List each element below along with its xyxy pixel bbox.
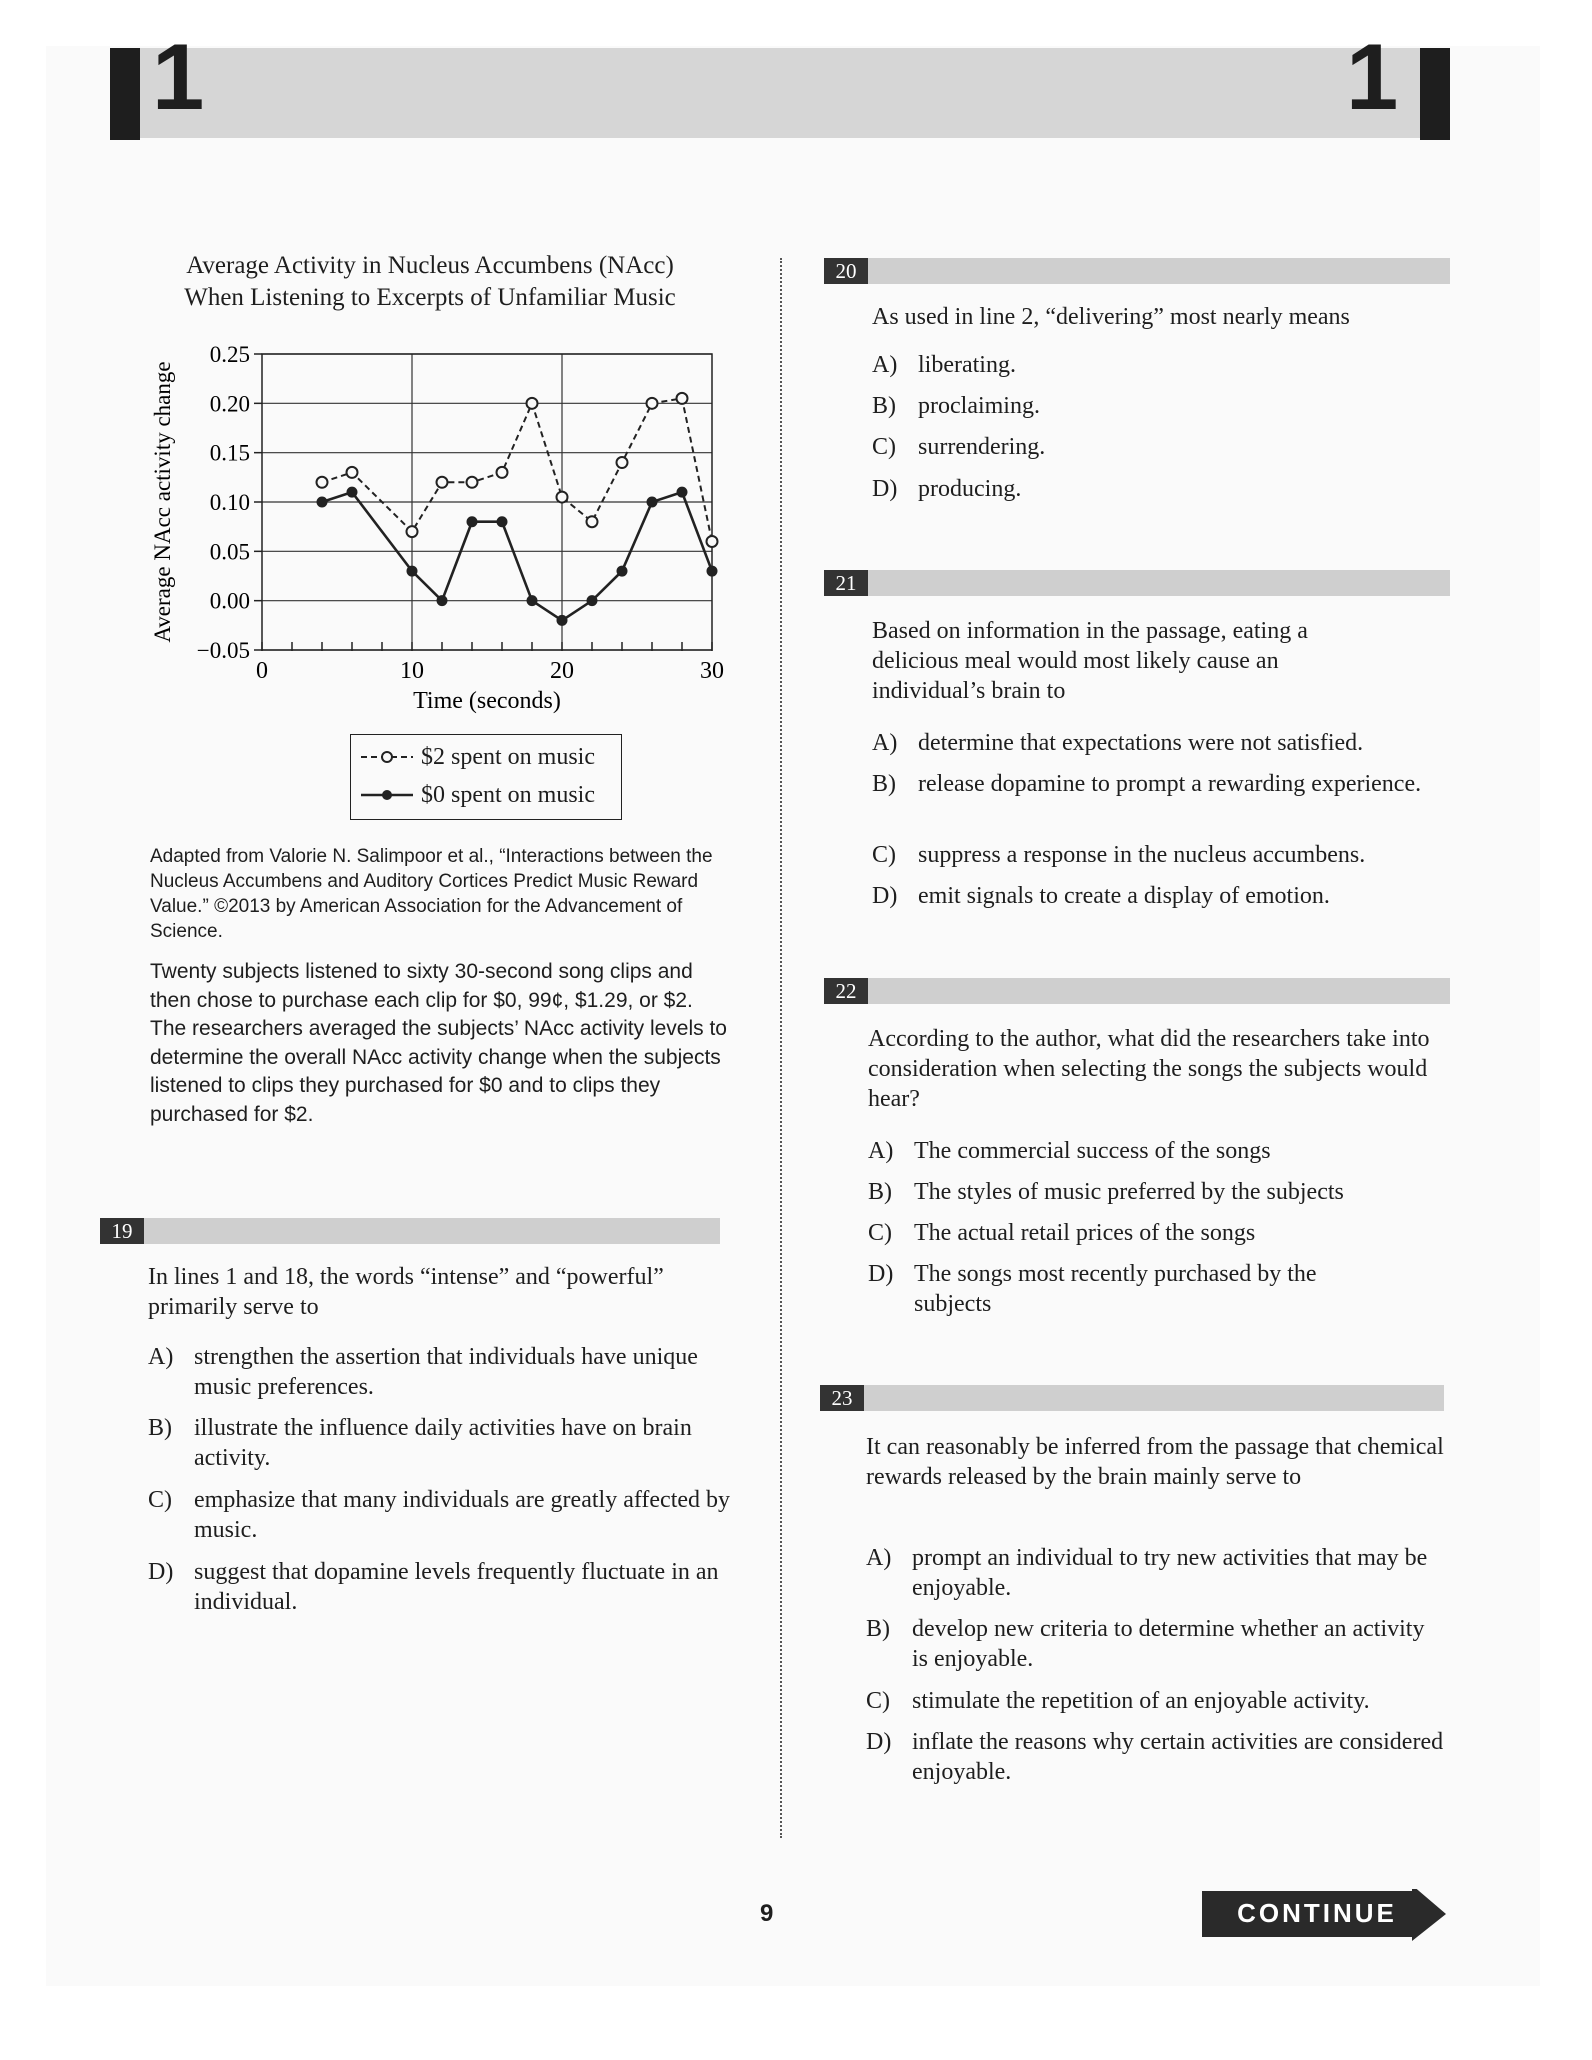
legend-label-two-dollars: $2 spent on music <box>421 743 595 770</box>
page-number: 9 <box>760 1900 774 1927</box>
data-point-zero-dollars <box>497 517 507 527</box>
question-19-header <box>100 1218 720 1244</box>
y-tick-label: 0.25 <box>209 342 250 367</box>
question-23-option-d[interactable]: D) inflate the reasons why certain activities are considered enjoyable. <box>866 1729 1444 1785</box>
nacc-line-chart <box>146 318 726 728</box>
data-point-two-dollars <box>557 492 568 503</box>
y-axis-label: Average NAcc activity change <box>150 361 175 643</box>
x-tick-label: 30 <box>700 658 724 684</box>
data-point-zero-dollars <box>527 596 537 606</box>
data-point-zero-dollars <box>347 487 357 497</box>
data-point-two-dollars <box>407 526 418 537</box>
y-tick-label: 0.20 <box>209 391 250 417</box>
chart-credit: Adapted from Valorie N. Salimpoor et al., “Interactions between the Nucleus Accumbens and Auditory Cortices Predict Music Reward Value.” ©2013 by American Association for the Advancement of Science. <box>150 846 713 942</box>
question-23-option-a[interactable]: A) prompt an individual to try new activities that may be enjoyable. <box>866 1545 1428 1601</box>
chart-series <box>317 393 718 626</box>
x-axis-label: Time (seconds) <box>413 688 561 714</box>
chart-legend <box>350 734 622 820</box>
data-point-two-dollars <box>647 398 658 409</box>
data-point-two-dollars <box>347 467 358 478</box>
series-line-two-dollars <box>322 398 712 541</box>
chart-explanatory-note: Twenty subjects listened to sixty 30-second song clips and then chose to purchase each clip for $0, 99¢, $1.29, or $2. The researchers averaged the subjects’ NAcc activity levels to determine the overall NAcc activity change when the subjects listened to clips they purchased for $0 and to clips they purchased for $2. <box>150 960 727 1126</box>
question-20-header <box>824 258 1450 284</box>
question-21-header <box>824 570 1450 596</box>
question-19-number: 19 <box>100 1218 144 1244</box>
chart-grid <box>262 354 712 650</box>
y-tick-label: 0.05 <box>209 539 250 565</box>
data-point-zero-dollars <box>707 566 717 576</box>
y-tick-label: 0.15 <box>209 440 250 466</box>
y-tick-label: 0.00 <box>209 588 250 614</box>
data-point-two-dollars <box>467 477 478 488</box>
chart-title <box>150 250 710 314</box>
data-point-two-dollars <box>707 536 718 547</box>
column-divider <box>780 258 782 1838</box>
data-point-zero-dollars <box>437 596 447 606</box>
question-22-option-b[interactable]: B) The styles of music preferred by the subjects <box>868 1179 1344 1205</box>
x-tick-label: 20 <box>550 658 574 684</box>
question-20-number: 20 <box>824 258 868 284</box>
question-21-option-b[interactable]: B) release dopamine to prompt a rewarding experience. <box>872 771 1422 797</box>
legend-label-zero-dollars: $0 spent on music <box>421 781 595 808</box>
question-21-option-a[interactable]: A) determine that expectations were not satisfied. <box>872 730 1364 756</box>
data-point-zero-dollars <box>557 615 567 625</box>
question-20-option-d[interactable]: D) producing. <box>872 476 1022 502</box>
question-22-option-d[interactable]: D) The songs most recently purchased by the subjects <box>868 1261 1317 1317</box>
question-23-option-c[interactable]: C) stimulate the repetition of an enjoyable activity. <box>866 1688 1370 1714</box>
legend-filled-circle-marker <box>359 785 415 805</box>
question-21-option-c[interactable]: C) suppress a response in the nucleus accumbens. <box>872 842 1366 868</box>
question-22-stem: According to the author, what did the researchers take into consideration when selecting the songs the subjects would hear? <box>868 1026 1430 1112</box>
data-point-two-dollars <box>587 516 598 527</box>
question-23-option-b[interactable]: B) develop new criteria to determine whether an activity is enjoyable. <box>866 1616 1425 1672</box>
y-tick-label: −0.05 <box>196 638 250 663</box>
question-20-stem: As used in line 2, “delivering” most nearly means <box>872 304 1350 330</box>
question-19-stem: In lines 1 and 18, the words “intense” and “powerful” primarily serve to <box>148 1264 664 1320</box>
question-19-option-c[interactable]: C) emphasize that many individuals are greatly affected by music. <box>148 1487 731 1543</box>
question-20-option-c[interactable]: C) surrendering. <box>872 434 1046 460</box>
chart-ticks <box>197 342 724 684</box>
question-21-stem: Based on information in the passage, eating a delicious meal would most likely cause an individual’s brain to <box>872 618 1308 704</box>
chart-title-line2: When Listening to Excerpts of Unfamiliar Music <box>184 284 676 311</box>
question-22-number: 22 <box>824 978 868 1004</box>
x-tick-label: 10 <box>400 658 424 684</box>
data-point-two-dollars <box>677 393 688 404</box>
question-20-option-b[interactable]: B) proclaiming. <box>872 393 1040 419</box>
question-19-option-d[interactable]: D) suggest that dopamine levels frequently fluctuate in an individual. <box>148 1559 719 1615</box>
question-19-option-a[interactable]: A) strengthen the assertion that individuals have unique music preferences. <box>148 1344 698 1400</box>
question-22-option-a[interactable]: A) The commercial success of the songs <box>868 1138 1271 1164</box>
question-23-header <box>820 1385 1444 1411</box>
question-22-header <box>824 978 1450 1004</box>
header-band <box>110 48 1450 138</box>
continue-label: CONTINUE <box>1237 1898 1397 1928</box>
legend-open-circle-marker <box>359 747 415 767</box>
question-20-option-a[interactable]: A) liberating. <box>872 352 1016 378</box>
question-23-number: 23 <box>820 1385 864 1411</box>
legend-item-zero-dollars <box>359 777 595 813</box>
x-tick-label: 0 <box>256 658 268 684</box>
data-point-two-dollars <box>497 467 508 478</box>
chart-title-line1: Average Activity in Nucleus Accumbens (NAcc) <box>186 252 674 279</box>
data-point-zero-dollars <box>317 497 327 507</box>
data-point-two-dollars <box>617 457 628 468</box>
data-point-zero-dollars <box>587 596 597 606</box>
question-22-option-c[interactable]: C) The actual retail prices of the songs <box>868 1220 1256 1246</box>
y-tick-label: 0.10 <box>209 490 250 515</box>
data-point-two-dollars <box>527 398 538 409</box>
question-23-stem: It can reasonably be inferred from the passage that chemical rewards released by the brain mainly serve to <box>866 1434 1444 1490</box>
data-point-zero-dollars <box>467 517 477 527</box>
question-19-option-b[interactable]: B) illustrate the influence daily activities have on brain activity. <box>148 1415 692 1471</box>
continue-button[interactable] <box>1202 1889 1446 1946</box>
question-21-option-d[interactable]: D) emit signals to create a display of emotion. <box>872 883 1330 909</box>
data-point-zero-dollars <box>407 566 417 576</box>
data-point-zero-dollars <box>617 566 627 576</box>
question-21-number: 21 <box>824 570 868 596</box>
legend-item-two-dollars <box>359 739 595 775</box>
data-point-two-dollars <box>437 477 448 488</box>
data-point-two-dollars <box>317 477 328 488</box>
data-point-zero-dollars <box>677 487 687 497</box>
section-number-left: 1 <box>152 24 205 129</box>
section-number-right: 1 <box>1346 24 1399 129</box>
data-point-zero-dollars <box>647 497 657 507</box>
section-bar-right <box>1420 48 1450 140</box>
section-bar-left <box>110 48 140 140</box>
